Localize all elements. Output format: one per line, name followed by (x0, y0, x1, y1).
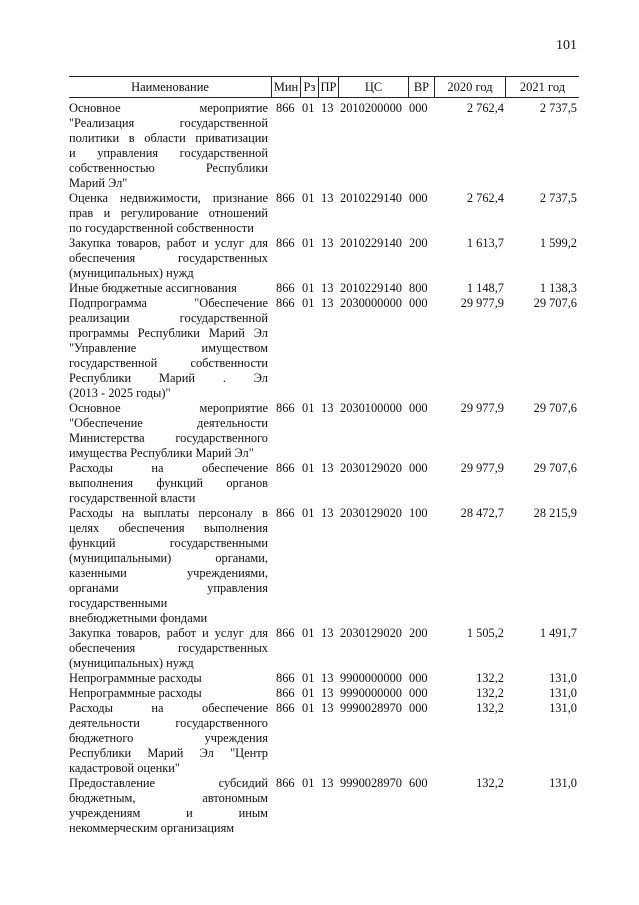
row-vr: 000 (409, 686, 428, 700)
row-name (69, 191, 268, 236)
row-name (69, 236, 268, 281)
row-name-line: Основное мероприятие (69, 401, 268, 415)
row-2021: 29 707,6 (533, 461, 577, 475)
row-name-line: Министерства государственного (69, 431, 268, 445)
row-rz: 01 (302, 296, 315, 310)
row-cs: 2010200000 (340, 101, 402, 115)
row-name-line: государственными (69, 596, 168, 610)
row-rz: 01 (302, 461, 315, 475)
row-2020: 28 472,7 (460, 506, 504, 520)
row-name-line: (муниципальными) органами, (69, 551, 268, 565)
table-row (0, 296, 639, 401)
row-vr: 000 (409, 101, 428, 115)
row-vr: 200 (409, 626, 428, 640)
row-min: 866 (276, 236, 295, 250)
row-min: 866 (276, 281, 295, 295)
row-vr: 600 (409, 776, 428, 790)
row-name-line: прав и регулирование отношений (69, 206, 268, 220)
row-name-line: "Обеспечение деятельности (69, 416, 268, 430)
row-vr: 100 (409, 506, 428, 520)
row-rz: 01 (302, 506, 315, 520)
row-2021: 131,0 (549, 776, 577, 790)
row-min: 866 (276, 626, 295, 640)
table-row (0, 236, 639, 281)
table-row (0, 101, 639, 191)
table-row (0, 191, 639, 236)
row-2021: 131,0 (549, 671, 577, 685)
row-name (69, 506, 268, 626)
row-2021: 131,0 (549, 701, 577, 715)
row-pr: 13 (321, 506, 334, 520)
table-row (0, 506, 639, 626)
row-min: 866 (276, 776, 295, 790)
row-name-line: Основное мероприятие (69, 101, 268, 115)
row-name-line: Закупка товаров, работ и услуг для (69, 236, 268, 250)
row-pr: 13 (321, 686, 334, 700)
row-pr: 13 (321, 671, 334, 685)
row-vr: 800 (409, 281, 428, 295)
row-name-line: имущества Республики Марий Эл" (69, 446, 254, 460)
row-name-line: Подпрограмма "Обеспечение (69, 296, 268, 310)
row-name-line: по государственной собственности (69, 221, 254, 235)
row-name-line: (2013 - 2025 годы)" (69, 386, 171, 400)
row-min: 866 (276, 191, 295, 205)
row-name-line: деятельности государственного (69, 716, 268, 730)
row-cs: 2030000000 (340, 296, 402, 310)
row-name (69, 296, 268, 401)
row-cs: 2030129020 (340, 626, 402, 640)
row-cs: 2030100000 (340, 401, 402, 415)
row-cs: 9990028970 (340, 701, 402, 715)
row-name-line: бюджетного учреждения (69, 731, 268, 745)
header-vr: ВР (413, 80, 430, 94)
table-row (0, 626, 639, 671)
row-name-line: политики в области приватизации (69, 131, 268, 145)
row-name (69, 281, 268, 296)
row-name-line: и управления государственной (69, 146, 268, 160)
row-pr: 13 (321, 401, 334, 415)
row-2021: 2 737,5 (539, 101, 577, 115)
row-rz: 01 (302, 101, 315, 115)
row-2020: 2 762,4 (466, 191, 504, 205)
table-row (0, 686, 639, 701)
row-name-line: кадастровой оценки" (69, 761, 180, 775)
row-cs: 2010229140 (340, 281, 402, 295)
row-rz: 01 (302, 626, 315, 640)
row-name (69, 626, 268, 671)
row-vr: 000 (409, 296, 428, 310)
table-row (0, 671, 639, 686)
row-min: 866 (276, 296, 295, 310)
row-vr: 000 (409, 671, 428, 685)
row-rz: 01 (302, 671, 315, 685)
row-name-line: обеспечения государственных (69, 251, 268, 265)
table-row (0, 701, 639, 776)
row-2020: 2 762,4 (466, 101, 504, 115)
row-2021: 28 215,9 (533, 506, 577, 520)
row-name-line: обеспечения государственных (69, 641, 268, 655)
row-min: 866 (276, 686, 295, 700)
row-vr: 000 (409, 191, 428, 205)
row-name-line: Марий Эл" (69, 176, 128, 190)
row-pr: 13 (321, 101, 334, 115)
row-name-line: программы Республики Марий Эл (69, 326, 268, 340)
row-rz: 01 (302, 281, 315, 295)
row-vr: 000 (409, 401, 428, 415)
row-name (69, 461, 268, 506)
row-pr: 13 (321, 191, 334, 205)
row-rz: 01 (302, 236, 315, 250)
row-name-line: Расходы на обеспечение (69, 461, 268, 475)
row-2020: 1 148,7 (466, 281, 504, 295)
row-name-line: реализации государственной (69, 311, 268, 325)
header-pr: ПР (320, 80, 337, 94)
table-header (69, 76, 579, 98)
row-rz: 01 (302, 776, 315, 790)
row-name-line: учреждениям и иным (69, 806, 268, 820)
row-name-line: "Управление имуществом (69, 341, 268, 355)
row-name-line: Непрограммные расходы (69, 686, 202, 700)
row-name-line: "Реализация государственной (69, 116, 268, 130)
row-min: 866 (276, 461, 295, 475)
row-cs: 9990028970 (340, 776, 402, 790)
row-pr: 13 (321, 296, 334, 310)
header-rz: Рз (303, 80, 316, 94)
row-pr: 13 (321, 461, 334, 475)
row-name-line: государственной власти (69, 491, 196, 505)
table-row (0, 776, 639, 836)
row-name-line: целях обеспечения выполнения (69, 521, 268, 535)
row-2021: 1 491,7 (539, 626, 577, 640)
row-2020: 29 977,9 (460, 461, 504, 475)
row-name-line: казенными учреждениями, (69, 566, 268, 580)
row-pr: 13 (321, 281, 334, 295)
row-rz: 01 (302, 686, 315, 700)
row-name-line: функций государственными (69, 536, 268, 550)
row-rz: 01 (302, 401, 315, 415)
header-2021: 2021 год (519, 80, 566, 94)
row-name (69, 776, 268, 836)
row-name-line: Оценка недвижимости, признание (69, 191, 268, 205)
row-2021: 131,0 (549, 686, 577, 700)
row-name (69, 101, 268, 191)
row-cs: 9990000000 (340, 686, 402, 700)
row-name-line: (муниципальных) нужд (69, 656, 194, 670)
row-vr: 200 (409, 236, 428, 250)
row-name (69, 401, 268, 461)
row-min: 866 (276, 401, 295, 415)
row-2020: 132,2 (476, 701, 504, 715)
page-number: 101 (556, 38, 577, 53)
row-cs: 2010229140 (340, 236, 402, 250)
row-min: 866 (276, 101, 295, 115)
row-vr: 000 (409, 701, 428, 715)
table-row (0, 281, 639, 296)
row-2021: 29 707,6 (533, 401, 577, 415)
row-name-line: выполнения функций органов (69, 476, 268, 490)
row-name-line: бюджетным, автономным (69, 791, 268, 805)
header-cs: ЦС (364, 80, 383, 94)
row-2020: 29 977,9 (460, 296, 504, 310)
row-2020: 1 505,2 (466, 626, 504, 640)
row-min: 866 (276, 701, 295, 715)
row-pr: 13 (321, 236, 334, 250)
row-name-line: (муниципальных) нужд (69, 266, 194, 280)
table-body (0, 101, 639, 836)
row-name (69, 686, 268, 701)
header-min: Мин (273, 80, 299, 94)
row-name-line: некоммерческим организациям (69, 821, 235, 835)
row-min: 866 (276, 671, 295, 685)
row-cs: 2030129020 (340, 506, 402, 520)
header-name: Наименование (131, 80, 209, 94)
row-name (69, 671, 268, 686)
row-name-line: Предоставление субсидий (69, 776, 268, 790)
row-name-line: Республики Марий . Эл (69, 371, 268, 385)
table-row (0, 461, 639, 506)
row-pr: 13 (321, 626, 334, 640)
row-2020: 132,2 (476, 686, 504, 700)
row-pr: 13 (321, 701, 334, 715)
row-name-line: внебюджетными фондами (69, 611, 208, 625)
row-cs: 2030129020 (340, 461, 402, 475)
row-rz: 01 (302, 191, 315, 205)
row-name-line: Закупка товаров, работ и услуг для (69, 626, 268, 640)
row-name-line: органами управления (69, 581, 268, 595)
row-name-line: Расходы на выплаты персоналу в (69, 506, 268, 520)
row-rz: 01 (302, 701, 315, 715)
row-2021: 1 599,2 (539, 236, 577, 250)
row-2020: 29 977,9 (460, 401, 504, 415)
row-name-line: государственной собственности (69, 356, 268, 370)
row-2020: 132,2 (476, 776, 504, 790)
row-min: 866 (276, 506, 295, 520)
row-name (69, 701, 268, 776)
row-2021: 29 707,6 (533, 296, 577, 310)
header-2020: 2020 год (447, 80, 493, 94)
row-cs: 9900000000 (340, 671, 402, 685)
row-2020: 132,2 (476, 671, 504, 685)
row-name-line: Иные бюджетные ассигнования (69, 281, 237, 295)
row-name-line: Расходы на обеспечение (69, 701, 268, 715)
table-row (0, 401, 639, 461)
row-2021: 2 737,5 (539, 191, 577, 205)
row-2020: 1 613,7 (466, 236, 504, 250)
row-2021: 1 138,3 (539, 281, 577, 295)
row-name-line: собственностью Республики (69, 161, 268, 175)
row-name-line: Непрограммные расходы (69, 671, 202, 685)
row-vr: 000 (409, 461, 428, 475)
row-name-line: Республики Марий Эл "Центр (69, 746, 268, 760)
row-cs: 2010229140 (340, 191, 402, 205)
row-pr: 13 (321, 776, 334, 790)
